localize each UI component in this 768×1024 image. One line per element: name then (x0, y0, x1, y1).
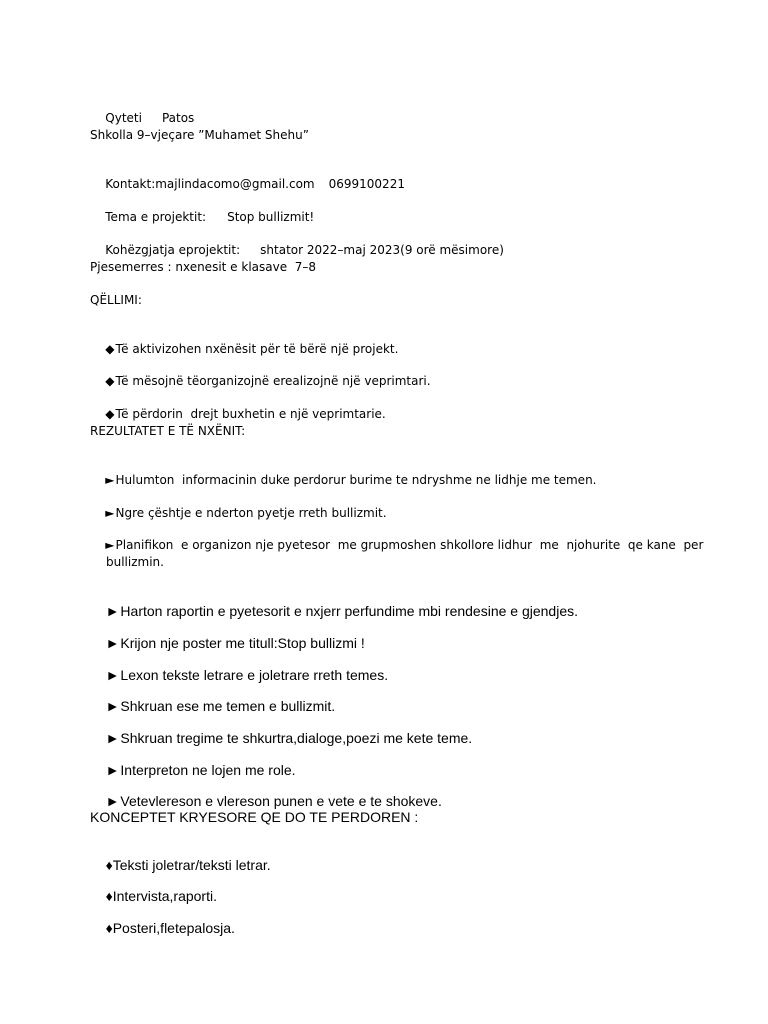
concepts-item-text: Posteri,fletepalosja. (112, 920, 235, 936)
goal-item-text: Të përdorin drejt buxhetin e një veprimtarie. (115, 407, 386, 421)
triangle-bullet-icon: ► (105, 603, 120, 619)
results-item-text: Harton raportin e pyetesorit e nxjerr perfundime mbi rendesine e gjendjes. (120, 603, 578, 619)
results-item-text: Krijon nje poster me titull:Stop bullizmi ! (120, 635, 365, 651)
results-item-text: Vetevlereson e vlereson punen e vete e te shokeve. (120, 793, 442, 809)
school-line: Shkolla 9–vjeçare ”Muhamet Shehu” (90, 128, 309, 142)
diamond-bullet-icon: ◆ (105, 342, 115, 356)
triangle-bullet-icon: ► (105, 635, 120, 651)
goal-item-text: Të aktivizohen nxënësit për të bërë një projekt. (115, 342, 399, 356)
diamond-bullet-icon: ♦ (105, 888, 113, 904)
duration-value: shtator 2022–maj 2023(9 orë mësimore) (260, 243, 504, 257)
results-item-text: Shkruan tregime te shkurtra,dialoge,poezi me kete teme. (120, 730, 473, 746)
triangle-bullet-icon: ► (105, 698, 120, 714)
goal-item-text: Të mësojnë tëorganizojnë erealizojnë një veprimtari. (115, 374, 431, 388)
triangle-bullet-icon: ► (105, 730, 120, 746)
results-item-text: Planifikon e organizon nje pyetesor me grupmoshen shkollore lidhur me njohurite qe kane per (115, 538, 704, 552)
concepts-item-text: Teksti joletrar/teksti letrar. (112, 857, 271, 873)
triangle-bullet-icon: ► (105, 793, 120, 809)
diamond-bullet-icon: ♦ (105, 857, 113, 873)
results-item-text: Hulumton informacinin duke perdorur burime te ndryshme ne lidhje me temen. (115, 473, 597, 487)
diamond-bullet-icon: ◆ (105, 407, 115, 421)
concepts-heading: KONCEPTET KRYESORE QE DO TE PERDOREN : (90, 809, 419, 825)
concepts-item-text: Intervista,raporti. (112, 888, 217, 904)
contact-phone: 0699100221 (328, 177, 405, 191)
diamond-bullet-icon: ◆ (105, 374, 115, 388)
goal-heading: QËLLIMI: (90, 293, 142, 307)
city-label: Qyteti (105, 111, 142, 125)
duration-label: Kohëzgjatja eprojektit: (105, 243, 241, 257)
results-item-text: Ngre çështje e nderton pyetje rreth bullizmit. (115, 506, 387, 520)
city-value: Patos (161, 111, 195, 125)
results-item-text: Shkruan ese me temen e bullizmit. (120, 698, 336, 714)
concepts-item (90, 904, 235, 952)
diamond-bullet-icon: ♦ (105, 920, 113, 936)
results-item (90, 521, 703, 569)
results-item-text: Lexon tekste letrare e joletrare rreth temes. (120, 667, 389, 683)
results-heading: REZULTATET E TË NXËNIT: (90, 424, 246, 438)
triangle-bullet-icon: ► (105, 506, 115, 520)
triangle-bullet-icon: ► (105, 762, 120, 778)
participants-line: Pjesemerres : nxenesit e klasave 7–8 (90, 260, 316, 274)
results-item-continuation: bullizmin. (106, 555, 164, 569)
triangle-bullet-icon: ► (105, 667, 120, 683)
theme-label: Tema e projektit: (105, 210, 207, 224)
results-item-text: Interpreton ne lojen me role. (120, 762, 296, 778)
triangle-bullet-icon: ► (105, 538, 115, 552)
contact-email: Kontakt:majlindacomo@gmail.com (105, 177, 315, 191)
triangle-bullet-icon: ► (105, 473, 115, 487)
theme-value: Stop bullizmit! (227, 210, 315, 224)
